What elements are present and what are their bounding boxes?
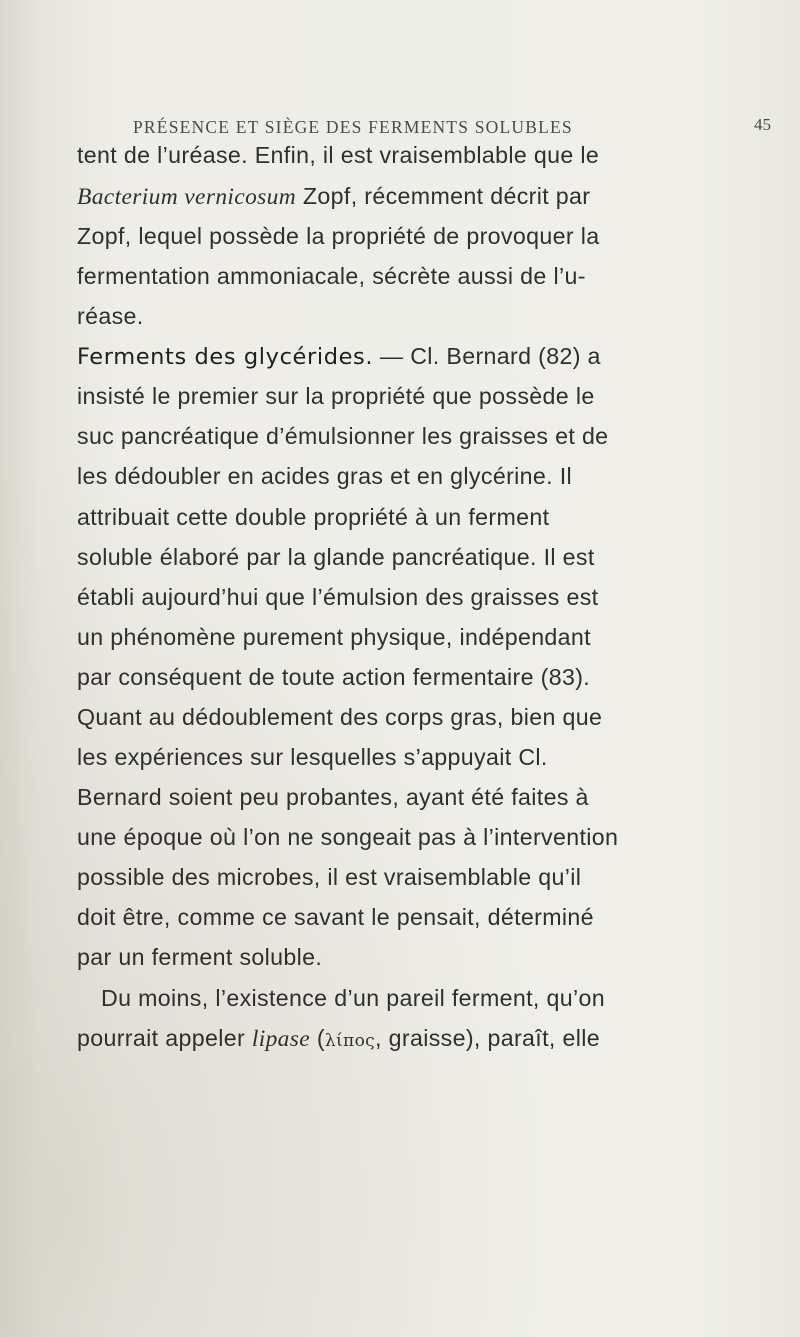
text-line: établi aujourd’hui que l’émulsion des graisses est [77,584,599,610]
text-line: Zopf, lequel possède la propriété de provoquer la [77,223,600,249]
text-line: un phénomène purement physique, indépendant [77,624,591,650]
text-line: possible des microbes, il est vraisemblable qu’il [77,864,582,890]
text-line: attribuait cette double propriété à un ferment [77,504,550,530]
text-line: par un ferment soluble. [77,944,323,970]
text-line: insisté le premier sur la propriété que possède le [77,383,595,409]
text-line: Bacterium vernicosum Zopf, récemment décrit par [77,183,591,210]
text-line: Du moins, l’existence d’un pareil ferment, qu’on [101,985,605,1011]
greek-word: λίπος [324,1031,376,1051]
text-line: par conséquent de toute action fermentaire (83). [77,664,591,690]
text-line: Bernard soient peu probantes, ayant été faites à [77,784,589,810]
text-line: les dédoubler en acides gras et en glycérine. Il [77,463,573,489]
text-line: une époque où l’on ne songeait pas à l’intervention [77,824,619,850]
term-lipase: lipase [251,1026,311,1052]
page-number: 45 [754,115,771,134]
text-line: les expériences sur lesquelles s’appuyait Cl. [77,744,548,770]
species-name: Bacterium vernicosum [77,184,297,210]
text-line: soluble élaboré par la glande pancréatique. Il est [77,544,595,570]
text-line: Quant au dédoublement des corps gras, bien que [77,704,603,730]
text-line: pourrait appeler lipase (λίπος, graisse), paraît, elle [77,1025,600,1052]
running-head: PRÉSENCE ET SIÈGE DES FERMENTS SOLUBLES [133,117,573,137]
text-line: fermentation ammoniacale, sécrète aussi de l’u- [77,263,586,289]
text-line: tent de l’uréase. Enfin, il est vraisemblable que le [77,142,600,168]
text-line: suc pancréatique d’émulsionner les graisses et de [77,423,609,449]
text-line: doit être, comme ce savant le pensait, déterminé [77,904,594,930]
text-line: Ferments des glycérides. — Cl. Bernard (82) a [77,343,601,370]
section-heading: Ferments des glycérides. [77,344,374,370]
text-line: réase. [77,303,144,329]
